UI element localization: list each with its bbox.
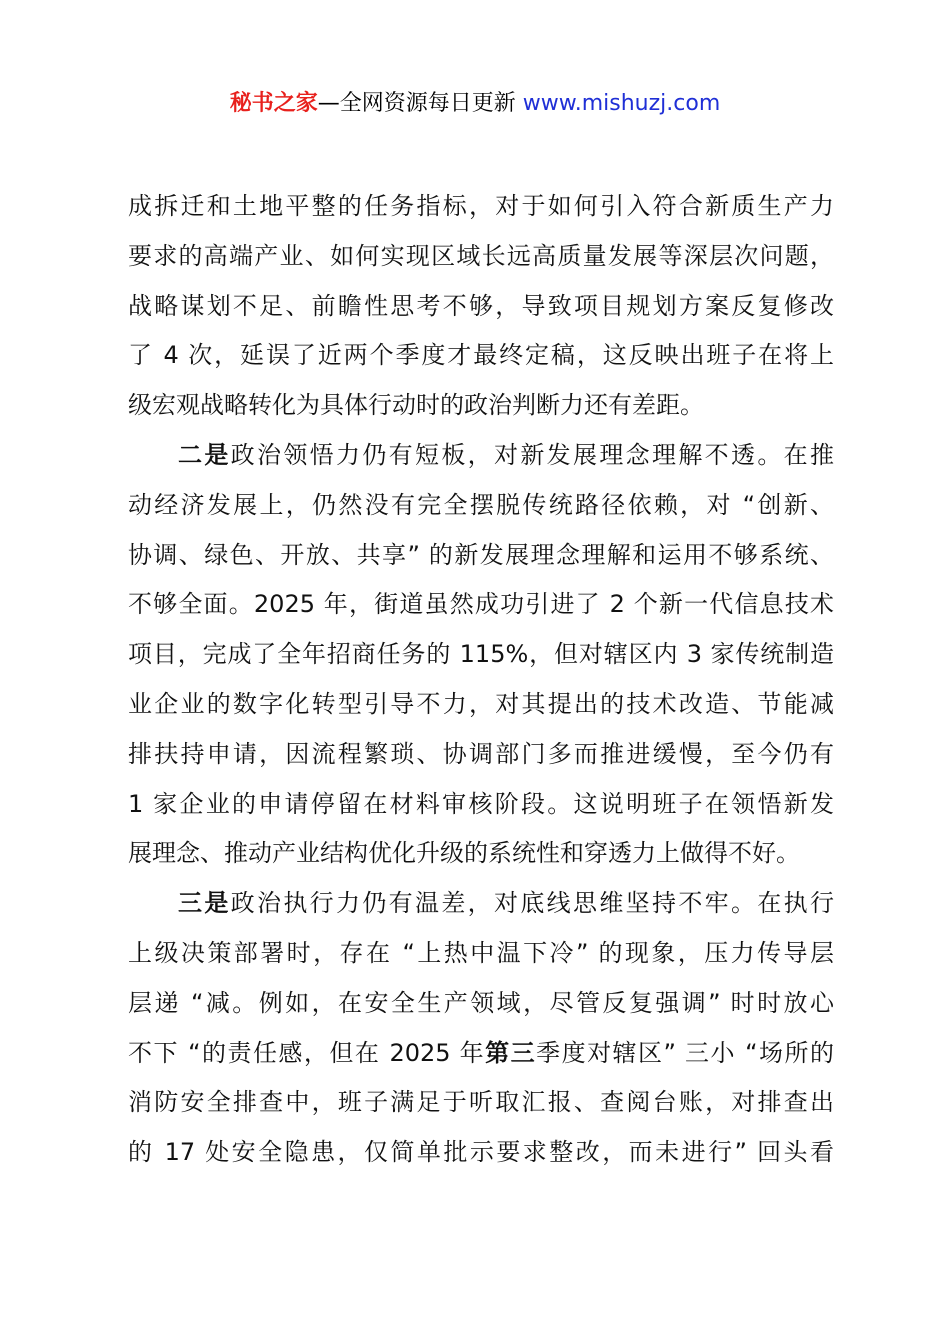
text-segment: 季度对辖区” 三小 “场所的 [536, 1038, 835, 1067]
paragraph-2-lead: 二是 [178, 440, 231, 469]
paragraph-2-first-line [128, 431, 834, 481]
text-line: 业企业的数字化转型引导不力，对其提出的技术改造、节能减 [128, 689, 834, 718]
text-line: 展理念、推动产业结构优化升级的系统性和穿透力上做得不好。 [128, 839, 800, 868]
text-line: 的 17 处安全隐患，仅简单批示要求整改，而未进行” 回头看 [128, 1138, 834, 1167]
text-line: 级宏观战略转化为具体行动时的政治判断力还有差距。 [128, 391, 704, 420]
paragraph-3-first-text: 政治执行力仍有温差，对底线思维坚持不牢。在执行 [230, 889, 835, 918]
text-line-with-bold [128, 1029, 834, 1079]
text-segment: 不下 “的责任感，但在 2025 年 [128, 1038, 486, 1067]
site-header [0, 88, 950, 120]
site-tagline: —全网资源每日更新 [317, 91, 523, 116]
text-line: 动经济发展上，仍然没有完全摆脱传统路径依赖，对 “创新、 [128, 490, 834, 519]
text-line: 上级决策部署时，存在 “上热中温下冷” 的现象，压力传导层 [128, 938, 834, 967]
text-line: 排扶持申请，因流程繁琐、协调部门多而推进缓慢，至今仍有 [128, 739, 834, 768]
text-line: 了 4 次，延误了近两个季度才最终定稿，这反映出班子在将上 [128, 341, 834, 370]
text-line: 消防安全排查中，班子满足于听取汇报、查阅台账，对排查出 [128, 1088, 834, 1117]
text-line: 战略谋划不足、前瞻性思考不够，导致项目规划方案反复修改 [128, 291, 834, 320]
text-line: 不够全面。2025 年，街道虽然成功引进了 2 个新一代信息技术 [128, 590, 834, 619]
site-brand: 秘书之家 [229, 91, 318, 116]
text-line: 层递 “减。例如，在安全生产领域，尽管反复强调” 时时放心 [128, 988, 834, 1017]
text-line: 成拆迁和土地平整的任务指标，对于如何引入符合新质生产力 [128, 192, 834, 220]
text-line: 1 家企业的申请停留在材料审核阶段。这说明班子在领悟新发 [128, 789, 834, 818]
text-line: 项目，完成了全年招商任务的 115%，但对辖区内 3 家传统制造 [128, 640, 834, 669]
paragraph-2-first-text: 政治领悟力仍有短板，对新发展理念理解不透。在推 [230, 440, 835, 469]
site-url-link[interactable]: www.mishuzj.com [522, 91, 721, 116]
text-line: 协调、绿色、开放、共享” 的新发展理念理解和运用不够系统、 [128, 540, 834, 569]
text-line: 要求的高端产业、如何实现区域长远高质量发展等深层次问题， [128, 241, 834, 270]
paragraph-3-lead: 三是 [178, 889, 231, 918]
document-body [128, 182, 834, 1178]
paragraph-3-first-line [128, 879, 834, 929]
bold-segment: 第三 [485, 1038, 537, 1067]
